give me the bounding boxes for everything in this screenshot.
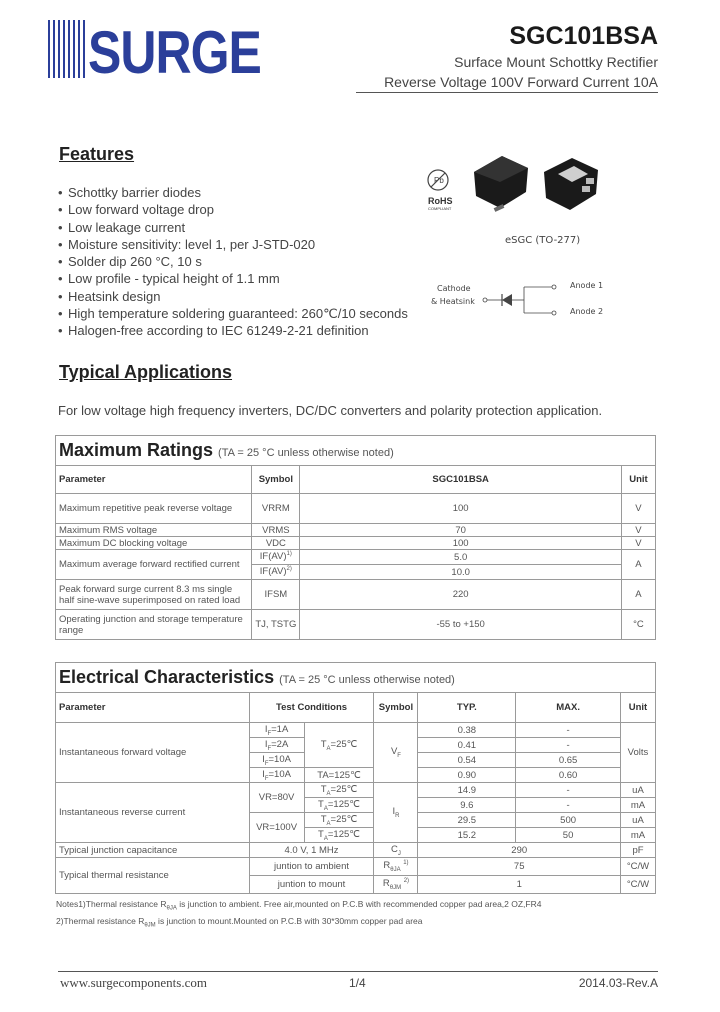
table-row: Maximum RMS voltage VRMS 70 V [56,524,656,537]
heatsink-label: & Heatsink [431,297,475,306]
part-number: SGC101BSA [509,22,658,50]
anode1-label: Anode 1 [570,281,604,290]
logo-stripes-icon [48,20,88,80]
header-divider [356,92,658,93]
svg-text:Pb: Pb [434,176,444,185]
list-item: • Solder dip 260 °C, 10 s [58,254,202,270]
cathode-label: Cathode [437,284,471,293]
diode-symbol-icon [480,282,570,322]
anode2-label: Anode 2 [570,307,604,316]
table-row: $T_A=125℃$ 9.6 - mA [56,798,656,813]
table-row: Instantaneous reverse current VR=80V $T_A=25℃$ $I_R$ 14.9 - uA [56,783,656,798]
revision: 2014.03-Rev.A [578,976,658,990]
package-image [470,150,610,220]
table-row: Maximum repetitive peak reverse voltage VRRM 100 V [56,494,656,524]
table-row: Maximum DC blocking voltage VDC 100 V [56,537,656,550]
applications-title: Typical Applications [59,362,233,382]
applications-text: For low voltage high frequency inverters, DC/DC converters and polarity protection application. [58,403,603,418]
electrical-table [55,662,656,894]
note-1: Notes1)Thermal resistance $R_{\theta JA}$ is junction to ambient. Free air,mounted on P.C.B with recommended copper pad area,2 OZ,FR4 [56,899,542,912]
list-item: • Low leakage current [58,219,186,235]
list-item: • Heatsink design [58,288,161,304]
table-row: Peak forward surge current 8.3 ms single half sine-wave superimposed on rated load IFSM 220 A [56,580,656,610]
list-item: • Low profile - typical height of 1.1 mm [58,271,280,287]
table-row: Instantaneous forward voltage $I_F=1A$ $T_A=25℃$ $V_F$ 0.38 - Volts [56,723,656,738]
table-row: juntion to mount $R_{\theta JM}$ $^{2)}$ 1 °C/W [56,876,656,894]
table-row: IF(AV)$^{2)}$ 10.0 [56,565,656,580]
table-row: $I_F=10A$ 0.54 0.65 [56,753,656,768]
features-list [58,184,408,340]
list-item: • High temperature soldering guaranteed: 260℃/10 seconds [58,306,408,322]
list-item: • Schottky barrier diodes [58,185,201,200]
note-2: 2)Thermal resistance $R_{\theta JM}$ is junction to mount.Mounted on P.C.B with 30*30mm copper pad area [56,916,423,929]
table-header-row: Parameter Test Conditions Symbol TYP. MAX. Unit [56,693,656,723]
max-ratings-title: Maximum Ratings (TA = 25 °C unless otherwise noted) [56,436,656,466]
table-row: Maximum average forward rectified current IF(AV)$^{1)}$ 5.0 A [56,550,656,565]
rohs-label: RoHS [428,196,453,206]
table-row: Operating junction and storage temperature range TJ, TSTG -55 to +150 °C [56,610,656,640]
logo-text: SURGE [88,19,261,87]
table-row: $T_A=125℃$ 15.2 50 mA [56,828,656,843]
table-row: VR=100V $T_A=25℃$ 29.5 500 uA [56,813,656,828]
electrical-title: Electrical Characteristics (TA = 25 °C unless otherwise noted) [56,663,656,693]
features-title: Features [59,144,135,164]
table-row: Typical thermal resistance juntion to ambient $R_{\theta JA}$ $^{1)}$ 75 °C/W [56,858,656,876]
company-logo [48,18,261,87]
package-name: eSGC (TO-277) [505,235,581,246]
table-header-row: Parameter Symbol SGC101BSA Unit [56,466,656,494]
table-row: Typical junction capacitance 4.0 V, 1 MHz $C_J$ 290 pF [56,843,656,858]
footer-website[interactable]: www.surgecomponents.com [60,975,207,990]
page-number: 1/4 [349,976,366,990]
product-subtitle: Surface Mount Schottky Rectifier [454,54,658,70]
table-row: $I_F=10A$ TA=125℃ 0.90 0.60 [56,768,656,783]
rohs-compliant: COMPLIANT [428,206,452,211]
footer-divider [58,971,658,972]
rohs-badge [418,160,462,220]
list-item: • Halogen-free according to IEC 61249-2-21 definition [58,323,369,339]
pb-free-icon [418,160,462,200]
max-ratings-table [55,435,656,640]
ratings-line: Reverse Voltage 100V Forward Current 10A [384,74,658,90]
table-row: $I_F=2A$ 0.41 - [56,738,656,753]
list-item: • Moisture sensitivity: level 1, per J-STD-020 [58,236,316,252]
list-item: • Low forward voltage drop [58,202,214,218]
